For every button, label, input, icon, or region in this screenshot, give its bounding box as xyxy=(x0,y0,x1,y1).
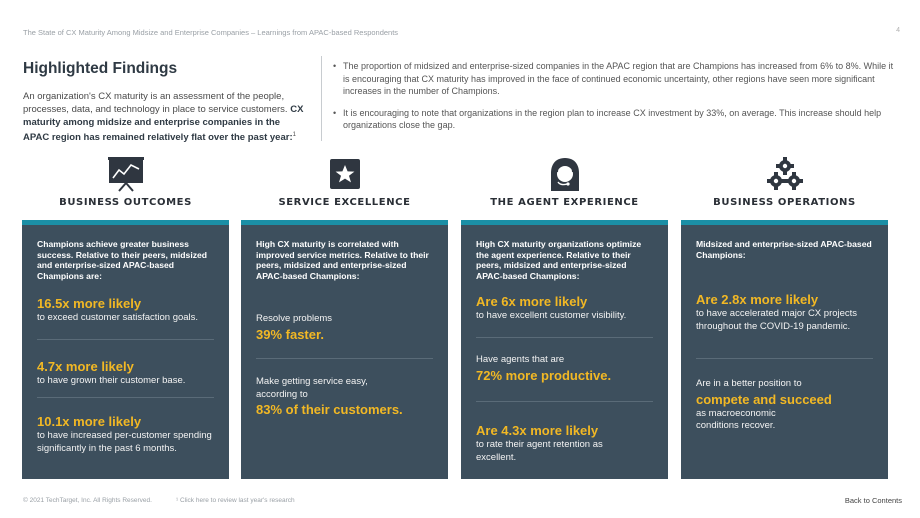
intro-text: An organization's CX maturity is an assessment of the people, processes, data, and technology in place to service customers. xyxy=(23,91,291,115)
stat-highlight: Are 4.3x more likely xyxy=(476,423,599,438)
stat-card xyxy=(22,225,229,479)
intro-bold-text: CX maturity among midsize and enterprise companies in the APAC region has remained relatively flat over the past year: xyxy=(23,104,304,144)
card-divider xyxy=(37,397,214,398)
stat-text: Are in a better position to xyxy=(696,378,802,389)
stat-highlight: 10.1x more likely xyxy=(37,414,142,429)
footnote-mark: 1 xyxy=(292,132,296,138)
column-agent-experience xyxy=(461,155,668,463)
column-service-excellence xyxy=(241,155,448,417)
intro-paragraph xyxy=(23,90,308,144)
stat-text: as macroeconomic conditions recover. xyxy=(696,407,776,431)
stat-text: to have excellent customer visibility. xyxy=(476,310,627,321)
column-heading: THE AGENT EXPERIENCE xyxy=(490,197,639,208)
card-lead: High CX maturity organizations optimize the agent experience. Relative to their peers, midsized and enterprise-sized APAC-based Champions: xyxy=(476,239,642,281)
stat-item xyxy=(696,378,873,433)
stat-item xyxy=(476,354,653,384)
card-lead: Champions achieve greater business success. Relative to their peers, midsized and enterprise-sized APAC-based Champions are: xyxy=(37,239,208,281)
page-title: Highlighted Findings xyxy=(23,60,178,77)
stat-item xyxy=(37,413,214,455)
stat-text: to rate their agent retention as excellent. xyxy=(476,439,603,463)
stat-item xyxy=(37,358,214,388)
stat-text: to have accelerated major CX projects throughout the COVID-19 pandemic. xyxy=(696,308,858,332)
stat-text: to have increased per-customer spending significantly in the past 6 months. xyxy=(37,430,212,454)
bullet-item: • It is encouraging to note that organizations in the region plan to increase CX investment by 33%, on average. This increase should help organizations close the gap. xyxy=(333,107,901,132)
card-divider xyxy=(37,339,214,340)
back-to-contents-link[interactable]: Back to Contents xyxy=(844,496,902,505)
stat-highlight: compete and succeed xyxy=(696,391,832,407)
stat-highlight: Are 2.8x more likely xyxy=(696,292,819,307)
stat-card xyxy=(241,225,448,479)
stat-item xyxy=(476,422,653,464)
stat-card xyxy=(461,225,668,479)
stat-card xyxy=(681,225,888,479)
stat-highlight: 83% of their customers. xyxy=(256,402,403,417)
stat-text: to exceed customer satisfaction goals. xyxy=(37,312,199,323)
stat-highlight: Are 6x more likely xyxy=(476,294,588,309)
stat-text: Resolve problems xyxy=(256,313,333,324)
page-number: 4 xyxy=(896,27,900,34)
stat-item xyxy=(476,293,653,323)
stat-highlight: 16.5x more likely xyxy=(37,296,142,311)
stat-item xyxy=(256,313,433,343)
stat-item xyxy=(37,295,214,325)
gears-icon xyxy=(681,155,888,192)
column-heading: SERVICE EXCELLENCE xyxy=(278,197,411,208)
card-divider xyxy=(256,358,433,359)
stat-text: to have grown their customer base. xyxy=(37,375,186,386)
card-divider xyxy=(696,358,873,359)
stat-text: Make getting service easy, according to xyxy=(256,376,368,400)
star-icon xyxy=(241,155,448,192)
stat-highlight: 4.7x more likely xyxy=(37,359,134,374)
stat-item xyxy=(256,376,433,418)
column-heading: BUSINESS OPERATIONS xyxy=(713,197,856,208)
card-lead: High CX maturity is correlated with improved service metrics. Relative to their peers, midsized and enterprise-sized APAC-based Champions: xyxy=(256,239,429,281)
vertical-divider xyxy=(321,56,322,141)
stat-text: Have agents that are xyxy=(476,354,565,365)
stat-item xyxy=(696,291,873,333)
column-business-operations xyxy=(681,155,888,431)
agent-headset-icon xyxy=(461,155,668,192)
card-divider xyxy=(476,337,653,338)
findings-bullet-list xyxy=(333,60,901,141)
footnote-link[interactable]: ¹ Click here to review last year's research xyxy=(176,497,295,504)
card-divider xyxy=(476,401,653,402)
stat-highlight: 72% more productive. xyxy=(476,367,612,383)
column-business-outcomes xyxy=(22,155,229,454)
copyright: © 2021 TechTarget, Inc. All Rights Reserved. xyxy=(23,497,152,504)
presentation-chart-icon xyxy=(22,155,229,192)
running-header: The State of CX Maturity Among Midsize and Enterprise Companies – Learnings from APAC-based Respondents xyxy=(23,28,399,37)
card-lead: Midsized and enterprise-sized APAC-based Champions: xyxy=(696,239,872,260)
stat-highlight: 39% faster. xyxy=(256,326,324,342)
column-heading: BUSINESS OUTCOMES xyxy=(59,197,192,208)
bullet-item: • The proportion of midsized and enterprise-sized companies in the APAC region that are Champions has increased from 6% to 8%. While it is encouraging that CX maturity has improved in the face of continued economic uncertainty, other regions have seen more significant increases in the number of Champions. xyxy=(333,60,901,98)
